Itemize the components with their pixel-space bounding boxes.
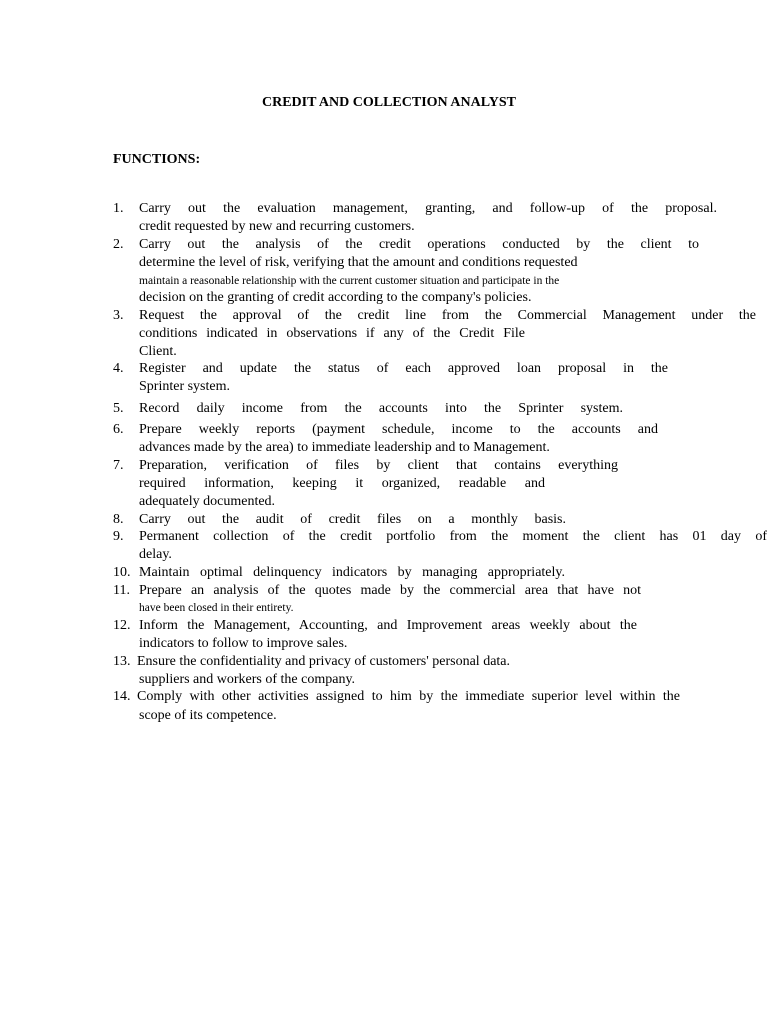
item-line: maintain a reasonable relationship with the current customer situation and participate in the bbox=[139, 275, 560, 287]
item-number: 3. bbox=[113, 308, 124, 323]
item-line: indicators to follow to improve sales. bbox=[139, 636, 348, 651]
item-line: decision on the granting of credit according to the company's policies. bbox=[139, 290, 532, 305]
item-line: delay. bbox=[139, 547, 172, 562]
item-line: Permanent collection of the credit portfolio from the moment the client has 01 day of bbox=[139, 529, 767, 544]
item-line: Preparation, verification of files by client that contains everything bbox=[139, 458, 618, 473]
item-number: 5. bbox=[113, 401, 124, 416]
item-line: Sprinter system. bbox=[139, 379, 230, 394]
item-line: advances made by the area) to immediate leadership and to Management. bbox=[139, 440, 550, 455]
item-number: 14. bbox=[113, 689, 131, 704]
item-line: Ensure the confidentiality and privacy of customers' personal data. bbox=[137, 654, 511, 669]
item-line: Prepare an analysis of the quotes made by the commercial area that have not bbox=[139, 583, 641, 598]
item-number: 2. bbox=[113, 237, 124, 252]
item-line: suppliers and workers of the company. bbox=[139, 672, 356, 687]
item-line: Comply with other activities assigned to him by the immediate superior level within the bbox=[137, 689, 680, 704]
item-line: Inform the Management, Accounting, and Improvement areas weekly about the bbox=[139, 618, 637, 633]
item-number: 1. bbox=[113, 201, 124, 216]
item-number: 11. bbox=[113, 583, 130, 598]
item-line: Register and update the status of each approved loan proposal in the bbox=[139, 361, 668, 376]
item-line: Maintain optimal delinquency indicators by managing appropriately. bbox=[139, 565, 565, 580]
item-number: 6. bbox=[113, 422, 124, 437]
item-number: 12. bbox=[113, 618, 131, 633]
item-line: adequately documented. bbox=[139, 494, 276, 509]
item-number: 4. bbox=[113, 361, 124, 376]
item-line: have been closed in their entirety. bbox=[139, 602, 294, 614]
item-number: 9. bbox=[113, 529, 124, 544]
item-line: Carry out the audit of credit files on a monthly basis. bbox=[139, 512, 566, 527]
item-line: Request the approval of the credit line from the Commercial Management under the bbox=[139, 308, 756, 323]
item-line: Record daily income from the accounts into the Sprinter system. bbox=[139, 401, 623, 416]
functions-heading: FUNCTIONS: bbox=[113, 152, 201, 167]
item-line: scope of its competence. bbox=[139, 708, 277, 723]
item-line: Client. bbox=[139, 344, 177, 359]
item-number: 13. bbox=[113, 654, 131, 669]
item-number: 10. bbox=[113, 565, 131, 580]
item-line: Carry out the evaluation management, granting, and follow-up of the proposal. bbox=[139, 201, 717, 216]
item-line: credit requested by new and recurring customers. bbox=[139, 219, 415, 234]
item-line: Carry out the analysis of the credit operations conducted by the client to bbox=[139, 237, 699, 252]
item-line: conditions indicated in observations if any of the Credit File bbox=[139, 326, 525, 341]
item-line: required information, keeping it organized, readable and bbox=[139, 476, 545, 491]
item-number: 7. bbox=[113, 458, 124, 473]
item-line: determine the level of risk, verifying that the amount and conditions requested bbox=[139, 255, 578, 270]
item-number: 8. bbox=[113, 512, 124, 527]
item-line: Prepare weekly reports (payment schedule, income to the accounts and bbox=[139, 422, 658, 437]
document-title: CREDIT AND COLLECTION ANALYST bbox=[261, 95, 517, 110]
